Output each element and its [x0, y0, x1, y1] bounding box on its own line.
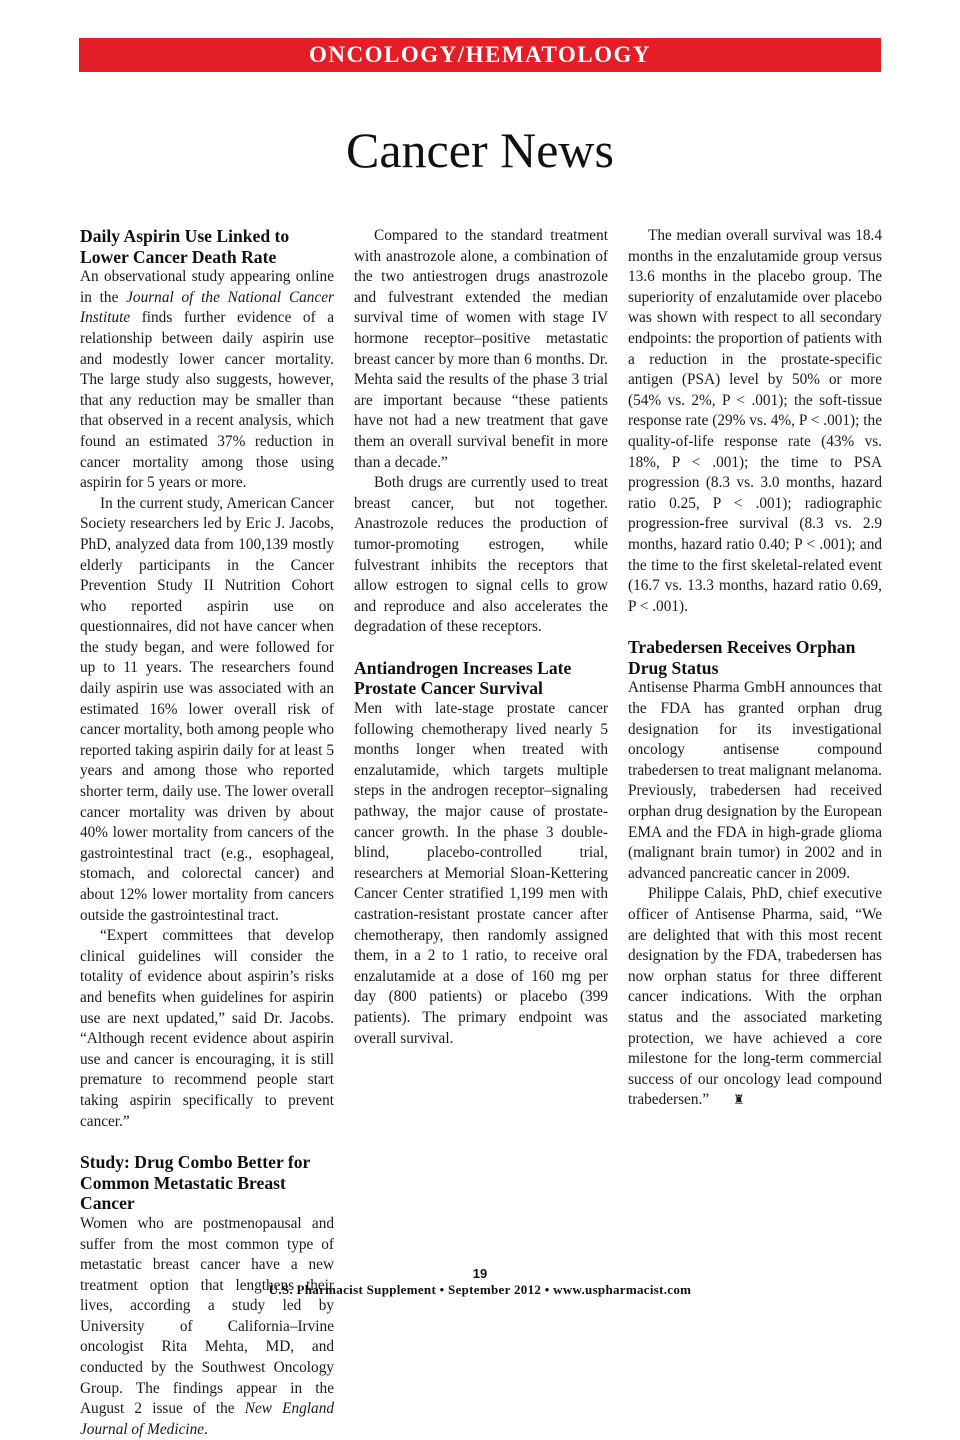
article-heading-drug-combo: Study: Drug Combo Better for Common Metastatic Breast Cancer — [80, 1152, 311, 1214]
end-of-article-icon: ♜ — [732, 1092, 745, 1108]
article-paragraph: Philippe Calais, PhD, chief executive officer of Antisense Pharma, said, “We are delighted that with this most recent designation by the FDA, trabedersen has now orphan status for three different cancer indications. With the orphan status and the associated marketing protection, we have achieved a core milestone for the long-term commercial success of our oncology lead compound trabedersen.” ♜ — [628, 884, 882, 1111]
article-paragraph: In the current study, American Cancer Society researchers led by Eric J. Jacobs, PhD, analyzed data from 100,139 mostly elderly participants in the Cancer Prevention Study II Nutrition Cohort who reported aspirin use on questionnaires, did not have cancer when the study began, and were followed for up to 11 years. The researchers found daily aspirin use was associated with an estimated 16% lower overall risk of cancer mortality, both among people who reported taking aspirin daily for at least 5 years and among those who reported shorter term, daily use. The lower overall cancer mortality was driven by about 40% lower mortality from cancers of the gastrointestinal tract (e.g., esophageal, stomach, and colorectal cancer) and about 12% lower mortality from cancers outside the gastrointestinal tract. — [80, 494, 334, 924]
article-paragraph: Antisense Pharma GmbH announces that the FDA has granted orphan drug designation for its investigational oncology antisense compound trabedersen to treat malignant melanoma. Previously, trabedersen had received orphan drug designation by the European EMA and the FDA in high-grade glioma (malignant brain tumor) in 2002 and in advanced pancreatic cancer in 2009. — [628, 679, 882, 882]
article-paragraph: An observational study appearing online in the Journal of the National Cancer Institute finds further evidence of a relationship between daily aspirin use and modestly lower cancer mortality. The large study also suggests, however, that any reduction may be smaller than that observed in a recent analysis, which found an estimated 37% reduction in cancer mortality among those using aspirin for 5 years or more. — [80, 268, 334, 492]
article-paragraph: Men with late-stage prostate cancer following chemotherapy lived nearly 5 months longer when treated with enzalutamide, which targets multiple steps in the androgen receptor–signaling pathway, the major cause of prostate-cancer growth. In the phase 3 double-blind, placebo-controlled trial, researchers at Memorial Sloan-Kettering Cancer Center stratified 1,199 men with castration-resistant prostate cancer after chemotherapy, then randomly assigned them, in a 2 to 1 ratio, to receive oral enzalutamide at a dose of 160 mg per day (800 patients) or placebo (399 patients). The primary endpoint was overall survival. — [354, 700, 608, 1047]
page-number: 19 — [472, 1266, 488, 1281]
article-heading-aspirin: Daily Aspirin Use Linked to Lower Cancer Death Rate — [80, 226, 290, 267]
article-heading-trabedersen: Trabedersen Receives Orphan Drug Status — [628, 637, 856, 678]
column-2 — [354, 226, 608, 1266]
section-banner: ONCOLOGY/HEMATOLOGY — [79, 38, 881, 72]
journal-title: New England Journal of Medicine — [80, 1400, 334, 1438]
article-paragraph: Both drugs are currently used to treat breast cancer, but not together. Anastrozole reduces the production of tumor-promoting estrogen, while fulvestrant inhibits the receptors that allow estrogen to signal cells to grow and reproduce and also accelerates the degradation of these receptors. — [354, 474, 608, 636]
journal-title: Journal of the National Cancer Institute — [80, 288, 334, 327]
page-title: Cancer News — [346, 122, 614, 178]
footer-line: U.S. Pharmacist Supplement • September 2012 • www.uspharmacist.com — [268, 1282, 692, 1297]
article-paragraph: Women who are postmenopausal and suffer from the most common type of metastatic breast cancer have a new treatment option that lengthens their lives, according a study led by University of California–Irvine oncologist Rita Mehta, MD, and conducted by the Southwest Oncology Group. The findings appear in the August 2 issue of the New England Journal of Medicine. — [80, 1214, 334, 1438]
article-paragraph: Compared to the standard treatment with anastrozole alone, a combination of the two antiestrogen drugs anastrozole and fulvestrant extended the median survival time of women with stage IV hormone receptor–positive metastatic breast cancer by more than 6 months. Dr. Mehta said the results of the phase 3 trial are important because “these patients have not had a new treatment that gave them an overall survival benefit in more than a decade.” — [354, 227, 608, 471]
article-paragraph: The median overall survival was 18.4 months in the enzalutamide group versus 13.6 months in the placebo group. The superiority of enzalutamide over placebo was shown with respect to all secondary endpoints: the proportion of patients with a reduction in the prostate-specific antigen (PSA) level by 50% or more (54% vs. 2%, P < .001); the soft-tissue response rate (29% vs. 4%, P < .001); the quality-of-life response rate (43% vs. 18%, P < .001); the time to PSA progression (8.3 vs. 3.0 months, hazard ratio 0.25, P < .001); radiographic progression-free survival (8.3 vs. 2.9 months, hazard ratio 0.40; P < .001); and the time to the first skeletal-related event (16.7 vs. 13.3 months, hazard ratio 0.69, P < .001). — [628, 227, 882, 615]
article-paragraph: “Expert committees that develop clinical guidelines will consider the totality of evidence about aspirin’s risks and benefits when guidelines for aspirin use are next updated,” said Dr. Jacobs. “Although recent evidence about aspirin use and cancer is encouraging, it is still premature to recommend people start taking aspirin specifically to prevent cancer.” — [80, 927, 334, 1130]
column-3 — [628, 226, 882, 1266]
article-heading-antiandrogen: Antiandrogen Increases Late Prostate Cancer Survival — [354, 657, 572, 699]
column-1 — [80, 226, 334, 1438]
